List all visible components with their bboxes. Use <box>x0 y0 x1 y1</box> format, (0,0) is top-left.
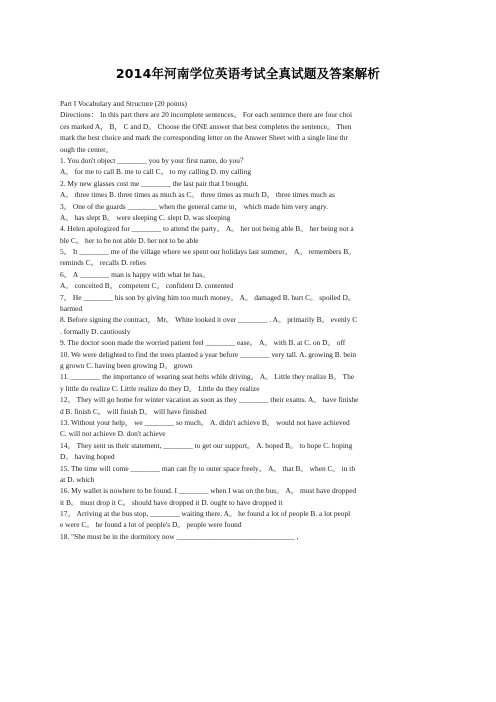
text-line: 14。 They sent us their statement, ________ to get our support。 A. hoped B。 to hope C. hoping <box>60 440 353 450</box>
document-title: 2014年河南学位英语考试全真试题及答案解析 <box>115 66 381 81</box>
text-line: C. will not achieve D. don't achieve <box>60 429 166 439</box>
text-line: 9. The doctor soon made the worried patient feel ________ ease。 A。 with B. at C. on D。 off <box>60 338 346 348</box>
text-line: 17。 Arriving at the bus stop, ________ waiting there. A。 he found a lot of people B. a lot peopl <box>60 509 351 519</box>
text-line: Part I Vocabulary and Structure (20 points) <box>60 99 187 108</box>
text-line: 11. ________ the importance of wearing seat belts while driving。 A。 Little they realize B。 The <box>60 372 355 382</box>
text-line: 7。 He ________ his son by giving him too much money。 A。 damaged B. hurt C。 spoiled D。 <box>60 292 356 302</box>
text-line: y little do realize C. Little realize do they D。 Little do they realize <box>60 383 260 393</box>
text-line: 15. The time will come ________ man can fly to outer space freely。 A。 that B。 when C。 in th <box>60 463 356 473</box>
text-line: ble C。 her to be not able D. her not to be able <box>60 235 199 245</box>
text-line: 13. Without your help， we ________ so much。 A. didn't achieve B。 would not have achieved <box>60 417 350 427</box>
text-line: 1. You don't object ________ you by your first name, do you？ <box>60 155 248 165</box>
text-line: 3。 One of the guards ________ when the general came in， which made him very angry. <box>60 201 328 211</box>
text-line: A。 three times B. three times as much as C。 three times as much D。 three times much as <box>60 190 335 200</box>
text-line: 5。 It ________ me of the village where we spent our holidays last summer。 A。 remembers B。 <box>60 247 356 257</box>
text-line: 2. My new glasses cost me ________ the last pair that I bought. <box>60 178 249 188</box>
text-line: g grown C. having been growing D。 grown <box>60 360 193 370</box>
text-line: reminds C。 recalls D. relies <box>60 258 146 268</box>
text-line: it B。 must drop it C。 should have dropped it D. ought to have dropped it <box>60 497 283 507</box>
text-line: A。 for me to call B. me to call C。 to my calling D. my calling <box>60 167 252 177</box>
text-line: d B. finish C。 will finish D。 will have finished <box>60 406 207 416</box>
text-line: harmed <box>60 304 83 314</box>
text-line: mark the best choice and mark the corresponding letter on the Answer Sheet with a single line thr <box>60 133 348 143</box>
text-line: 18. "She must be in the dormitory now ________________________________ , <box>60 531 299 541</box>
text-line: A。 has slept B。 were sleeping C. slept D. was sleeping <box>60 212 231 222</box>
text-line: Directions： In this part there are 20 incomplete sentences。 For each sentence there are four choi <box>60 110 353 120</box>
text-line: e were C。 he found a lot of people's D。 people were found <box>60 520 242 530</box>
document-body <box>60 98 444 542</box>
text-line: 10. We were delighted to find the trees planted a year before ________ very tall. A. growing B. bein <box>60 349 357 359</box>
text-line: D。 having hoped <box>60 452 115 462</box>
text-line: 6。 A ________ man is happy with what he has。 <box>60 269 210 279</box>
text-line: 8. Before signing the contract， Mr。 White looked it over ________ . A。 primarily B。 evenly C <box>60 315 358 325</box>
text-line: 12。 They will go home for winter vacation as soon as they ________ their exams. A。 have finishe <box>60 395 359 405</box>
text-line: 4. Helen apologized for ________ to attend the party。 A。 her not being able B。 her being not a <box>60 224 354 234</box>
text-line: at D. which <box>60 474 95 484</box>
text-line: . formally D. cautiously <box>60 326 131 336</box>
text-line: ces marked A， B， C and D。 Choose the ONE answer that best completes the sentence。 Then <box>60 121 352 131</box>
text-line: A。 conceited B。 competent C。 confident D. contented <box>60 281 234 291</box>
text-line: 16. My wallet is nowhere to be found. I ________ when I was on the bus。 A。 must have dropped <box>60 486 357 496</box>
text-line: ough the center。 <box>60 144 113 154</box>
